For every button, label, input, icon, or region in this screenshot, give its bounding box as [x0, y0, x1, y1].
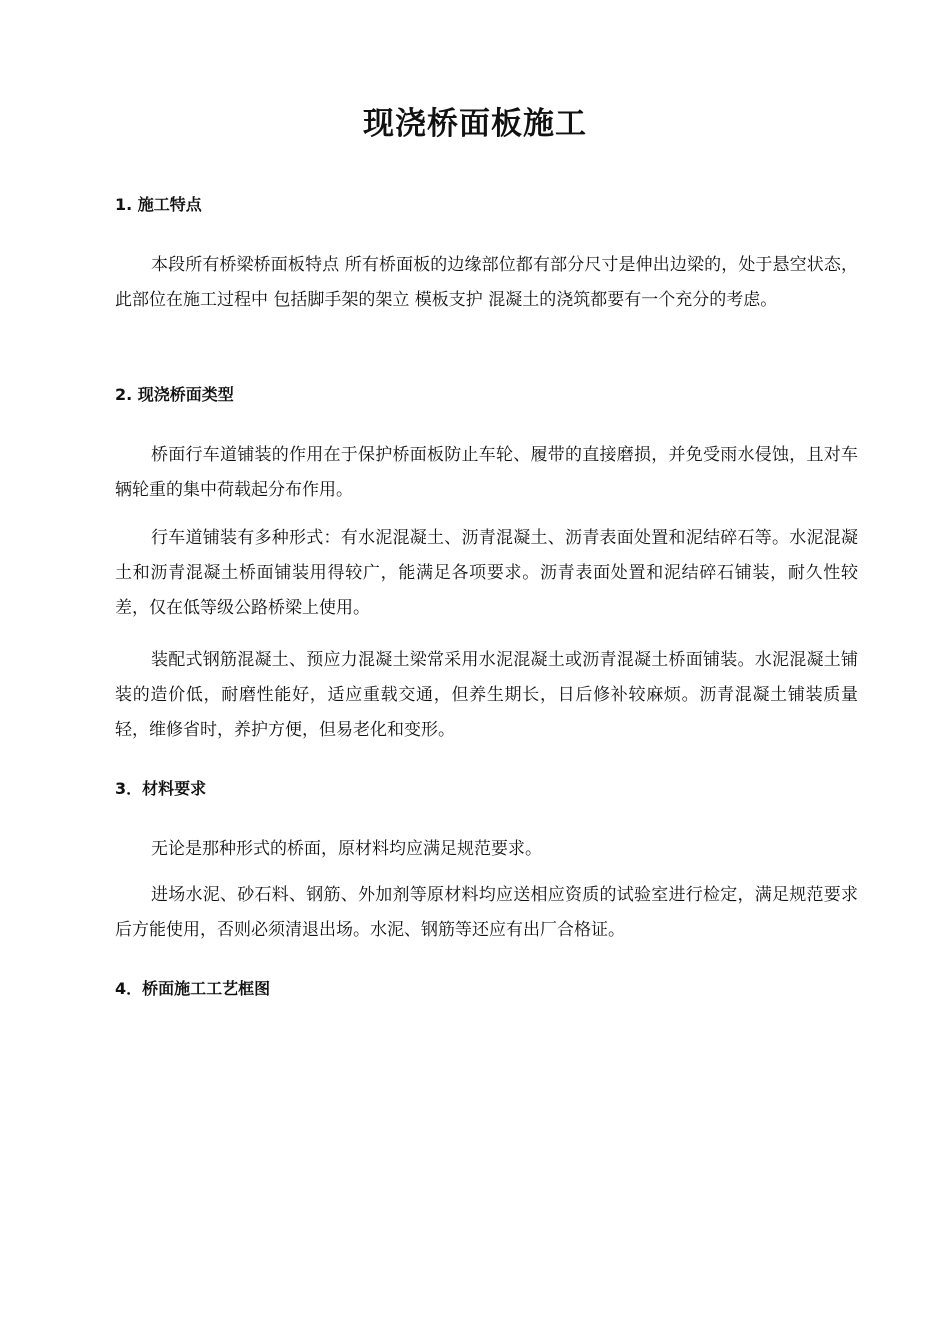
section-3-paragraph-2: 进场水泥、砂石料、钢筋、外加剂等原材料均应送相应资质的试验室进行检定，满足规范要求后方能使用，否则必须清退出场。水泥、钢筋等还应有出厂合格证。	[115, 885, 858, 940]
section-2-paragraph-1: 桥面行车道铺装的作用在于保护桥面板防止车轮、履带的直接磨损，并免受雨水侵蚀，且对车辆轮重的集中荷载起分布作用。	[115, 445, 858, 500]
section-heading-3: 3．材料要求	[115, 779, 207, 798]
section-2-paragraph-3: 装配式钢筋混凝土、预应力混凝土梁常采用水泥混凝土或沥青混凝土桥面铺装。水泥混凝土铺装的造价低，耐磨性能好，适应重载交通，但养生期长，日后修补较麻烦。沥青混凝土铺装质量轻，维修省时，养护方便，但易老化和变形。	[115, 650, 858, 740]
section-heading-4: 4．桥面施工工艺框图	[115, 979, 271, 998]
section-heading-2: 2. 现浇桥面类型	[115, 385, 234, 404]
section-heading-1: 1. 施工特点	[115, 195, 202, 214]
section-2-paragraph-2: 行车道铺装有多种形式：有水泥混凝土、沥青混凝土、沥青表面处置和泥结碎石等。水泥混凝土和沥青混凝土桥面铺装用得较广，能满足各项要求。沥青表面处置和泥结碎石铺装，耐久性较差，仅在低等级公路桥梁上使用。	[115, 528, 858, 618]
section-1-paragraph-1: 本段所有桥梁桥面板特点 所有桥面板的边缘部位都有部分尺寸是伸出边梁的，处于悬空状态，此部位在施工过程中 包括脚手架的架立 模板支护 混凝土的浇筑都要有一个充分的考虑。	[115, 255, 858, 310]
document-title: 现浇桥面板施工	[363, 106, 587, 142]
section-3-paragraph-1: 无论是那种形式的桥面，原材料均应满足规范要求。	[151, 839, 542, 859]
